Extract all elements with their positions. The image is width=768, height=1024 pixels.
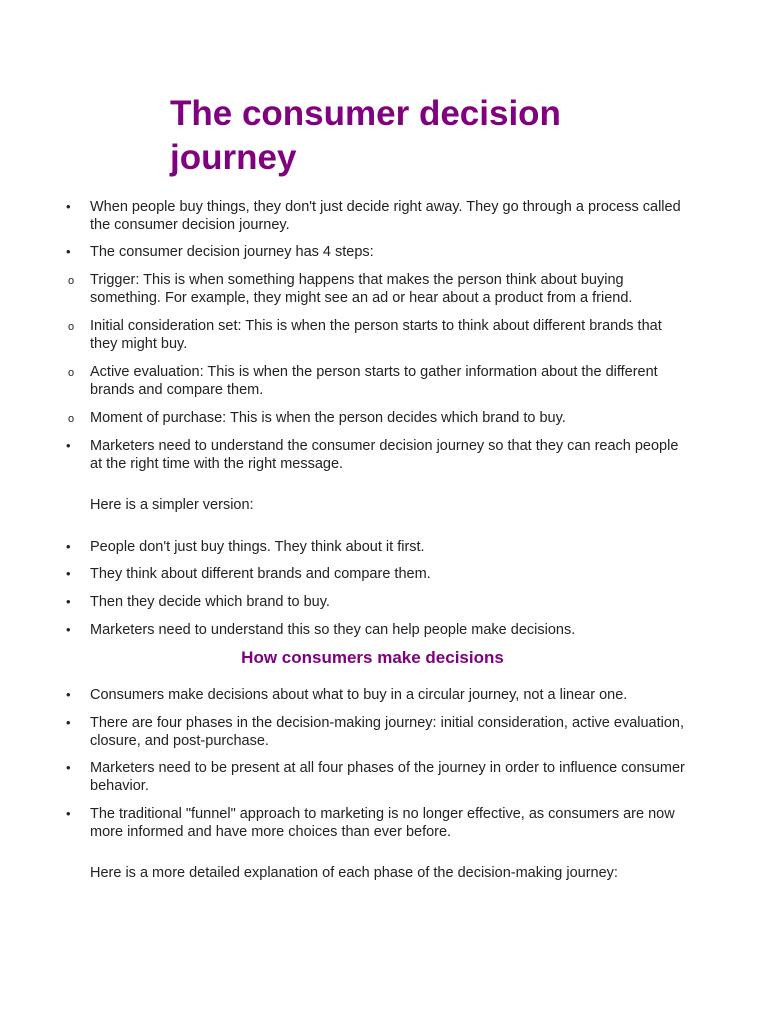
bullet-icon: • [66,760,71,775]
list-item [66,198,690,234]
list-item [66,686,690,704]
bullet-icon: • [66,539,71,554]
list-item-text: They think about different brands and compare them. [90,566,431,582]
list-item-text: Marketers need to be present at all four phases of the journey in order to influence consumer behavior. [90,760,685,794]
list-item [66,538,690,556]
list-item [66,565,690,583]
simpler-version-intro: Here is a simpler version: [90,497,254,513]
list-item [66,805,690,841]
list-item [66,759,690,795]
circle-bullet-icon: o [68,413,75,425]
list-item-text: When people buy things, they don't just decide right away. They go through a process called the consumer decision journey. [90,199,681,233]
list-item-text: Consumers make decisions about what to buy in a circular journey, not a linear one. [90,687,628,703]
list-item-text: Moment of purchase: This is when the person decides which brand to buy. [90,410,566,426]
list-item-text: Trigger: This is when something happens that makes the person think about buying something. For example, they might see an ad or hear about a product from a friend. [90,272,633,306]
list-item-text: Initial consideration set: This is when the person starts to think about different brands that they might buy. [90,318,662,352]
detailed-explanation-intro: Here is a more detailed explanation of each phase of the decision-making journey: [90,865,618,881]
list-item-text: The traditional "funnel" approach to marketing is no longer effective, as consumers are now more informed and have more choices than ever before. [90,806,675,840]
list-item [68,271,690,307]
circle-bullet-icon: o [68,321,75,333]
list-item-text: People don't just buy things. They think about it first. [90,539,425,555]
bullet-icon: • [66,199,71,214]
list-item-text: The consumer decision journey has 4 steps: [90,244,374,260]
bullet-icon: • [66,622,71,637]
circle-bullet-icon: o [68,367,75,379]
circle-bullet-icon: o [68,275,75,287]
bullet-icon: • [66,806,71,821]
list-item-text: Marketers need to understand the consumer decision journey so that they can reach people at the right time with the right message. [90,438,679,472]
bullet-icon: • [66,438,71,453]
list-item [66,714,690,750]
list-item-text: There are four phases in the decision-making journey: initial consideration, active evaluation, closure, and post-purchase. [90,715,685,749]
list-item [66,593,690,611]
list-item [66,437,690,473]
list-item [68,363,690,399]
bullet-icon: • [66,715,71,730]
list-item-text: Marketers need to understand this so they can help people make decisions. [90,622,576,638]
section-heading: How consumers make decisions [241,648,504,667]
list-item [66,621,690,639]
list-item-text: Then they decide which brand to buy. [90,594,330,610]
bullet-icon: • [66,244,71,259]
list-item [66,243,690,261]
bullet-icon: • [66,594,71,609]
list-item [68,409,690,427]
bullet-icon: • [66,566,71,581]
bullet-icon: • [66,687,71,702]
list-item [68,317,690,353]
list-item-text: Active evaluation: This is when the person starts to gather information about the different brands and compare them. [90,364,658,398]
page-title: The consumer decision journey [170,94,561,177]
